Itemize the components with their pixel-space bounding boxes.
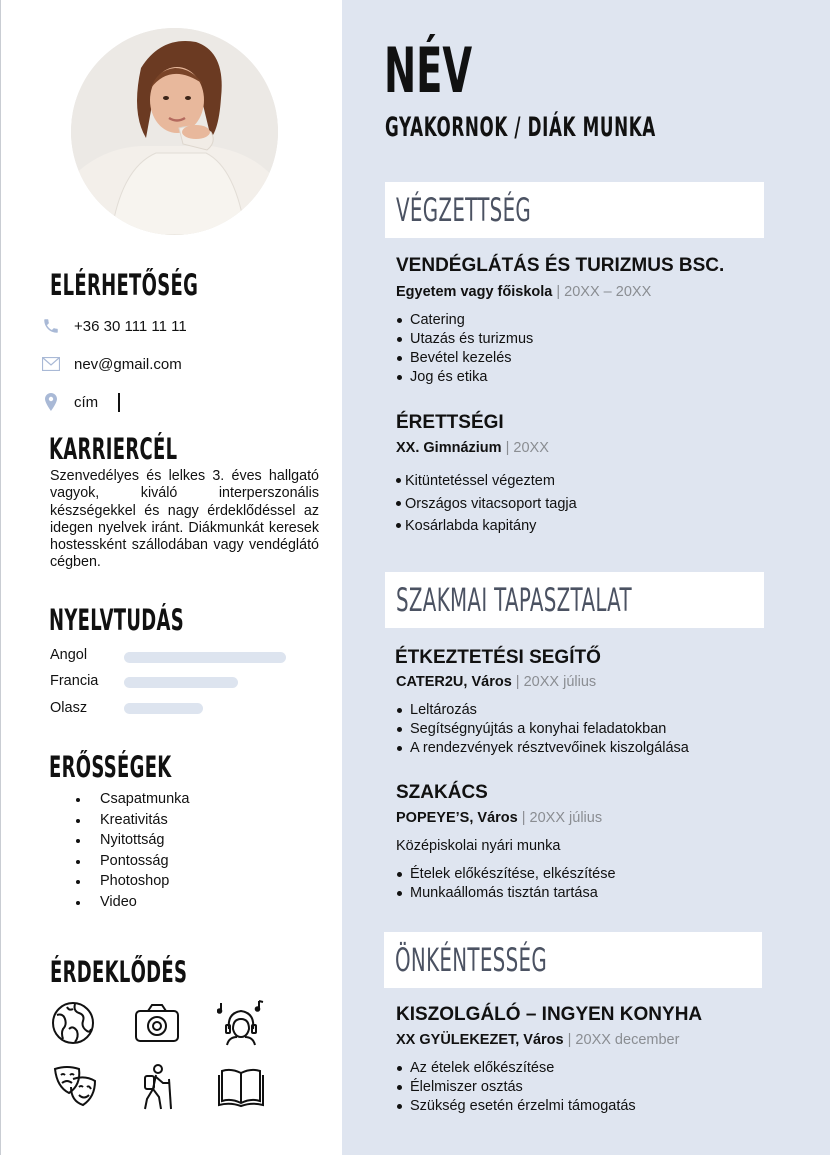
languages-heading: NYELVTUDÁS — [49, 603, 185, 637]
list-item: Szükség esetén érzelmi támogatás — [396, 1097, 636, 1116]
contact-email — [41, 354, 182, 374]
profile-photo — [71, 28, 278, 235]
strengths-list — [76, 789, 189, 912]
list-item: Jog és etika — [396, 368, 533, 387]
experience-bullets — [396, 701, 689, 758]
education-meta — [396, 284, 651, 300]
list-item: Nyitottság — [76, 830, 189, 851]
list-item: Országos vitacsoport tagja — [396, 495, 577, 518]
experience-date: | 20XX július — [521, 810, 603, 826]
education-title: ÉRETTSÉGI — [396, 412, 504, 433]
volunteering-bullets — [396, 1059, 636, 1116]
volunteering-meta — [396, 1032, 679, 1048]
education-bullets — [396, 311, 533, 387]
phone-icon — [41, 316, 61, 336]
list-item: Utazás és turizmus — [396, 330, 533, 349]
list-item: Kosárlabda kapitány — [396, 517, 577, 540]
experience-org: POPEYE’S, Város — [396, 810, 518, 826]
education-bullets — [396, 472, 577, 540]
education-org: Egyetem vagy főiskola — [396, 284, 553, 300]
education-heading-box — [385, 182, 764, 238]
contact-phone — [41, 316, 187, 336]
volunteering-heading-box — [384, 932, 762, 988]
volunteering-date: | 20XX december — [567, 1032, 680, 1048]
list-item: Kreativitás — [76, 810, 189, 831]
list-item: Photoshop — [76, 871, 189, 892]
address-text[interactable]: cím — [74, 393, 99, 411]
list-item: Catering — [396, 311, 533, 330]
list-item: Az ételek előkészítése — [396, 1059, 636, 1078]
phone-text[interactable]: +36 30 111 11 11 — [74, 317, 187, 335]
globe-icon — [49, 999, 97, 1047]
language-level-bar — [124, 677, 238, 688]
experience-heading-box — [385, 572, 764, 628]
contact-address — [41, 392, 120, 412]
experience-meta — [396, 674, 596, 690]
language-level-bar — [124, 703, 203, 714]
experience-date: | 20XX július — [515, 674, 597, 690]
education-title: VENDÉGLÁTÁS ÉS TURIZMUS BSC. — [396, 255, 725, 276]
volunteering-title: KISZOLGÁLÓ – INGYEN KONYHA — [396, 1004, 703, 1025]
career-text: Szenvedélyes és lelkes 3. éves hallgató vagyok, kiváló interperszonális készségekkel és nagy érdeklődéssel az idegen nyelvek iránt. Diákmunkát keresek hostessként szállodában vagy vendéglátó cégben. — [50, 468, 319, 571]
list-item: Leltározás — [396, 701, 689, 720]
music-listener-icon — [217, 999, 265, 1047]
education-date: | 20XX – 20XX — [556, 284, 652, 300]
list-item: Csapatmunka — [76, 789, 189, 810]
language-name: Angol — [50, 647, 88, 663]
job-subtitle: GYAKORNOK / DIÁK MUNKA — [385, 112, 656, 143]
experience-title: SZAKÁCS — [396, 782, 488, 803]
list-item: Munkaállomás tisztán tartása — [396, 884, 616, 903]
interests-heading: ÉRDEKLŐDÉS — [50, 955, 188, 989]
list-item: Kitüntetéssel végeztem — [396, 472, 577, 495]
list-item: Bevétel kezelés — [396, 349, 533, 368]
language-name: Francia — [50, 673, 99, 689]
education-date: | 20XX — [505, 440, 549, 456]
email-text[interactable]: nev@gmail.com — [74, 355, 182, 373]
language-name: Olasz — [50, 700, 88, 716]
education-meta — [396, 440, 549, 456]
location-pin-icon — [41, 392, 61, 412]
list-item: Ételek előkészítése, elkészítése — [396, 865, 616, 884]
volunteering-org: XX GYÜLEKEZET, Város — [396, 1032, 564, 1048]
list-item: A rendezvények résztvevőinek kiszolgálása — [396, 739, 689, 758]
education-org: XX. Gimnázium — [396, 440, 502, 456]
theater-masks-icon — [51, 1063, 99, 1111]
volunteering-heading: ÖNKÉNTESSÉG — [395, 941, 548, 979]
career-heading: KARRIERCÉL — [49, 432, 178, 466]
strengths-heading: ERŐSSÉGEK — [49, 750, 172, 784]
book-icon — [217, 1063, 265, 1111]
hiking-icon — [133, 1063, 181, 1111]
list-item: Video — [76, 892, 189, 913]
experience-heading: SZAKMAI TAPASZTALAT — [396, 581, 632, 619]
experience-note: Középiskolai nyári munka — [396, 838, 561, 854]
experience-meta — [396, 810, 602, 826]
list-item: Pontosság — [76, 851, 189, 872]
contact-heading: ELÉRHETŐSÉG — [50, 268, 199, 302]
mail-icon — [41, 354, 61, 374]
text-cursor — [118, 393, 120, 412]
experience-title: ÉTKEZTETÉSI SEGÍTŐ — [395, 647, 601, 668]
list-item: Segítségnyújtás a konyhai feladatokban — [396, 720, 689, 739]
camera-icon — [133, 999, 181, 1047]
person-name: NÉV — [384, 34, 473, 107]
education-heading: VÉGZETTSÉG — [396, 191, 532, 229]
language-level-bar — [124, 652, 286, 663]
experience-bullets — [396, 865, 616, 903]
experience-org: CATER2U, Város — [396, 674, 512, 690]
list-item: Élelmiszer osztás — [396, 1078, 636, 1097]
